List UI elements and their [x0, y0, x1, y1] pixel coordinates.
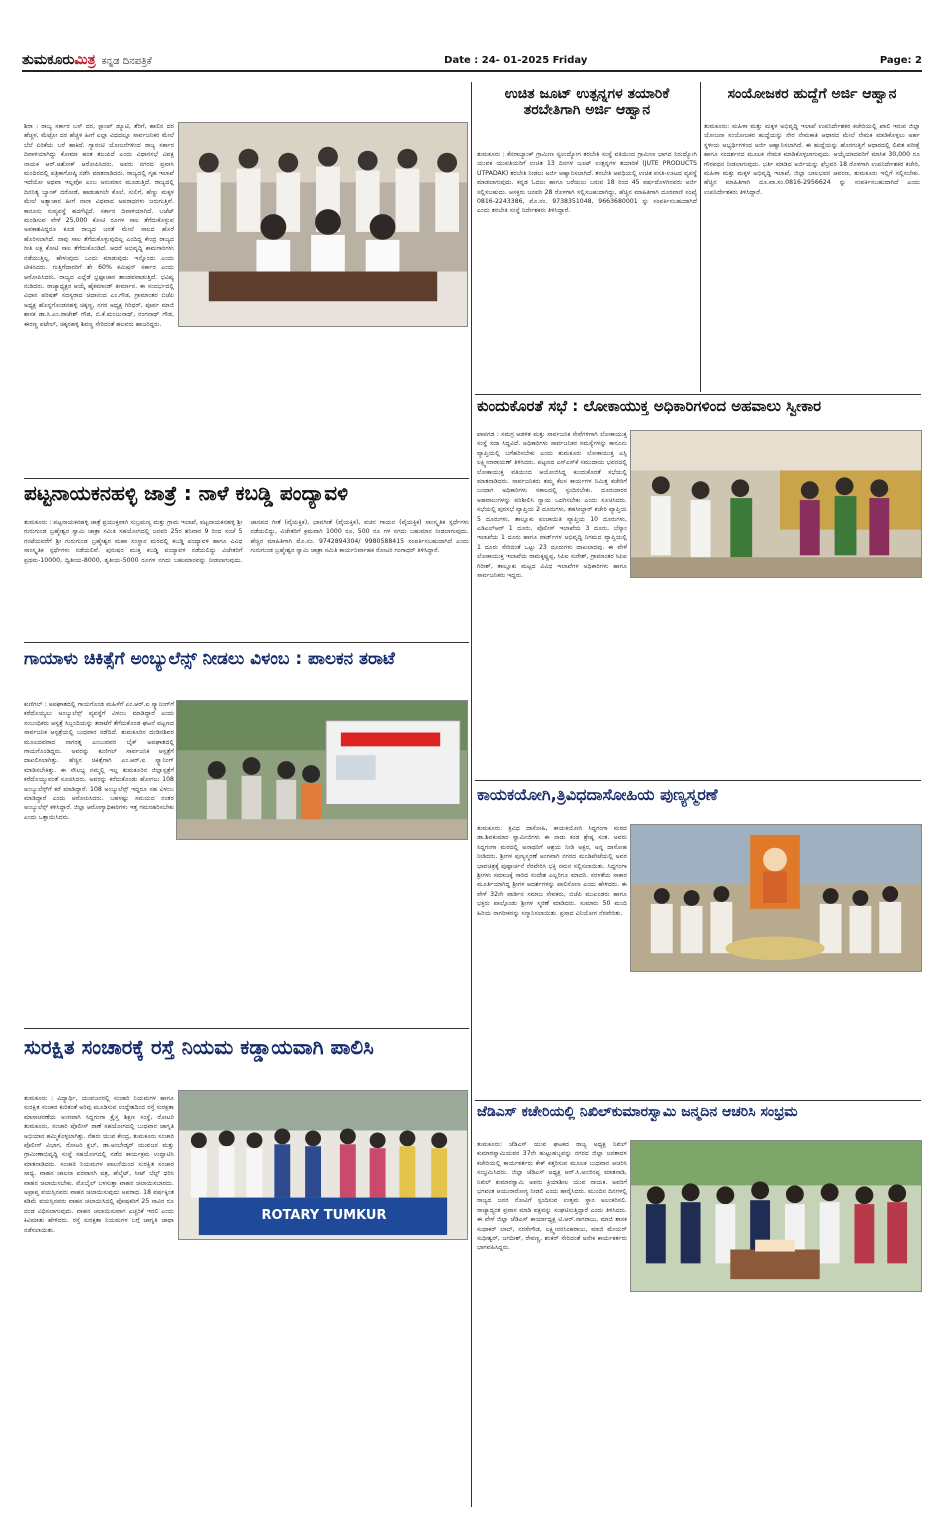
photo-lokayukta-illustration [631, 431, 921, 577]
body-congress-col1: ಶಿರಾ : ರಾಜ್ಯ ಸರ್ಕಾರ ಬಸ್ ದರ, ಸ್ಟಾಂಪ್ ಡ್ಯೂಟಿ, ತೆರಿಗೆ, ಹಾಲಿನ ದರ ಹೆಚ್ಚಳ, ಮೆಟ್ರೋ ದರ ಹೆಚ್ಚಳ ಹೀಗೆ ಎಲ್ಲಾ ವಿಧದಲ್ಲೂ ಸಾರ್ವಜನಿಕರ ಮೇಲೆ ಬೆಲೆ ಏರಿಕೆಯ ಬರೆ ಹಾಕಿದೆ. ಗ್ಯಾರಂಟಿ ಯೋಜನೆಗಳಿಂದ ರಾಜ್ಯ ಸರ್ಕಾರ ದಿವಾಳಿಯಾಗಿದ್ದು ಕೋಮಾ ಹಂತ ತಲುಪಿದೆ ಎಂದು ವಿಧಾನಸಭೆ ವಿಪಕ್ಷ ನಾಯಕ ಆರ್.ಅಶೋಕ್ ಆರೋಪಿಸಿದರು. ಅವರು ನಗರದ ಪ್ರವಾಸಿ ಮಂದಿರದಲ್ಲಿ ಪತ್ರಿಕಾಗೋಷ್ಠಿ ನಡೆಸಿ ಮಾತನಾಡಿದರು. ರಾಜ್ಯದಲ್ಲಿ ಗೃಹ ಇಲಾಖೆ ಇದೆಯೋ ಅಥವಾ ಇಲ್ಲವೋ ಎಂಬ ಅನುಮಾನ ಮೂಡುತ್ತಿದೆ. ರಾಜ್ಯದಲ್ಲಿ ದಿನನಿತ್ಯ ಬ್ಯಾಂಕ್ ದರೋಡೆ, ಹಾಡುಹಗಲೇ ಕೊಲೆ, ಸುಲಿಗೆ, ಹೆಣ್ಣು ಮಕ್ಕಳ ಮೇಲೆ ಅತ್ಯಾಚಾರ ಹೀಗೆ ನಾನಾ ವಿಧವಾದ ಅಪರಾಧಗಳು ಜರುಗುತ್ತಿವೆ. ಕಾನೂನು ಸುವ್ಯವಸ್ಥೆ ಹದಗೆಟ್ಟಿದೆ. ಸರ್ಕಾರ ದಿವಾಳಿಯಾಗಿದೆ. ಬಜೆಟ್ ಮಂಡಿಸುವ ವೇಳೆ 25,000 ಕೋಟಿ ರೂಗಳ ಸಾಲ ತೆಗೆದುಕೊಳ್ಳುವ ಅವಕಾಶವಿದ್ದರೂ ಕೂಡ ರಾಜ್ಯದ ಜನತೆ ಮೇಲೆ ಸಾಲದ ಹೊರೆ ಹೊರಿಸಲಾಗಿದೆ. ನಾವು ಸಾಲ ತೆಗೆದುಕೊಳ್ಳುವುದಿಲ್ಲ ಎಂದಿದ್ದ ಕೇಂದ್ರ ರಾಜ್ಯದ ರೀತಿ ಲಕ್ಷ ಕೋಟಿ ಸಾಲ ತೆಗೆದುಕೊಂಡಿದೆ. ಆದರೆ ಅಭಿವೃದ್ಧಿ ಕಾಮಗಾರಿಗಳು ನಡೆಯುತ್ತಿಲ್ಲ. ಹೇಳುವುದು ಒಂದು ಮಾಡುವುದು ಇನ್ನೊಂದು ಎಂದು ಟೀಕಿಸಿದರು. ಗುತ್ತಿಗೆದಾರರಿಗೆ ಶೇ 60% ಕಮಿಷನ್ ಸರ್ಕಾರ ಎಂದು ಆರೋಪಿಸಿದರು. ರಾಜ್ಯದ ಎಲ್ಲೆಡೆ ಭ್ರಷ್ಟಾಚಾರ ತಾಂಡವವಾಡುತ್ತಿದೆ. ಭವಿಷ್ಯ ನುಡಿದರು. ರಾಜ್ಯಾಧ್ಯಕ್ಷರ ಆಯ್ಕೆ ಹೈಕಮಾಂಡ್ ತೀರ್ಮಾನ. ಈ ಸಂದರ್ಭದಲ್ಲಿ ವಿಧಾನ ಪರಿಷತ್ ಸದಸ್ಯರಾದ ಚಿದಾನಂದ ಎಂ.ಗೌಡ, ಗ್ರಾಮಾಂತರ ಬಿಜೆಪಿ ಅಧ್ಯಕ್ಷ ಹೊನ್ನಗೊಂಡನಹಳ್ಳಿ ಚಿಕ್ಕಣ್ಣ, ನಗರ ಅಧ್ಯಕ್ಷ ಗಿರಿಧರ್, ಪೂರ್ವ ಮಾಜಿ ಶಾಸಕ ಡಾ.ಸಿ.ಎಂ.ರಾಜೇಶ್ ಗೌಡ, ಬಿ.ಕೆ.ಮಂಜುನಾಥ್, ರಂಗನಾಥ್ ಗೌಡ, ಈರಣ್ಣ ಪಟೇಲ್, ಚಿಕ್ಕನಹಳ್ಳಿ ಶಿವಣ್ಣ ಸೇರಿದಂತೆ ಹಲವರು ಹಾಜರಿದ್ದರು. [24, 123, 174, 328]
body-nikhil-col1: ತುಮಕೂರು: ಜೆಡಿಎಸ್ ಯುವ ಘಟಕದ ರಾಜ್ಯ ಅಧ್ಯಕ್ಷ ನಿಖಿಲ್ ಕುಮಾರಸ್ವಾಮಿಯವರ 37ನೇ ಹುಟ್ಟುಹಬ್ಬವನ್ನು ನಗರದ ಜಿಲ್ಲಾ ಜನತಾದಳ ಕಚೇರಿಯಲ್ಲಿ ಕಾರ್ಯಕರ್ತರು ಕೇಕ್ ಕತ್ತರಿಸುವ ಮೂಲಕ ಬುಧವಾರ ಆಚರಿಸಿ ಸಂಭ್ರಮಿಸಿದರು. ಜಿಲ್ಲಾ ಜೆಡಿಎಸ್ ಅಧ್ಯಕ್ಷ ಆರ್.ಸಿ.ಅಂಜಿನಪ್ಪ ಮಾತನಾಡಿ, ನಿಖಿಲ್ ಕುಮಾರಸ್ವಾಮಿ ಅವರು ಕ್ರಿಯಾಶೀಲ ಯುವ ನಾಯಕ. ಅವರಿಗೆ ಭಗವಂತ ಆಯುರಾರೋಗ್ಯ ನೀಡಲಿ ಎಂದು ಹಾರೈಸಿದರು. ಮುಂದಿನ ದಿನಗಳಲ್ಲಿ ರಾಜ್ಯದ ಜನರ ನೋವಿಗೆ ಸ್ಪಂದಿಸುವ ಉತ್ತಮ ಸ್ಥಾನ ಅಲಂಕರಿಸಲಿ. ರಾಜ್ಯಾದ್ಯಂತ ಪ್ರವಾಸ ಮಾಡಿ ಪಕ್ಷವನ್ನು ಸಂಘಟಿಸುತ್ತಿದ್ದಾರೆ ಎಂದು ತಿಳಿಸಿದರು. ಈ ವೇಳೆ ಜಿಲ್ಲಾ ಜೆಡಿಎಸ್ ಕಾರ್ಯಾಧ್ಯಕ್ಷ ಟಿ.ಆರ್.ನಾಗರಾಜು, ಮಾಜಿ ಶಾಸಕ ಸುಧಾಕರ್ ಲಾಲ್, ನರಸೇಗೌಡ, ಲಕ್ಷ್ಮೀನರಸಿಂಹರಾಜು, ಮಾಜಿ ಮೇಯರ್ ಸುಧೀಶ್ವರ್, ಜಗದೀಶ್, ರೇವಣ್ಣ, ಶಂಕರ್ ಸೇರಿದಂತೆ ಅನೇಕ ಕಾರ್ಯಕರ್ತರು ಭಾಗವಹಿಸಿದ್ದರು. [477, 1141, 627, 1252]
article-divider [475, 1100, 921, 1101]
body-kabaddi: ತುಮಕೂರು : ಪಟ್ಟನಾಯಕನಹಳ್ಳಿ ಜಾತ್ರೆ ಪ್ರಯುಕ್ತವಾಗಿ ಸುಬ್ರಮಣ್ಯ ಮತ್ತು ಗ್ರಾಮ ಇಲಾಖೆ, ಪಟ್ಟನಾಯಕನಹಳ್ಳಿ ಶ್ರೀ ಗುರುಗುಂಡ ಬ್ರಹ್ಮೇಶ್ವರ ಸ್ವಾಮಿ ಜಾತ್ರಾ ಸಮಿತಿ ಸಹಯೋಗದಲ್ಲಿ ಜನವರಿ 25ರ ಶನಿವಾರ 9 ರಿಂದ ಸಂಜೆ 5 ಗಂಟೆಯವರೆಗೆ ಶ್ರೀ ಗುರುಗುಂಡ ಬ್ರಹ್ಮೇಶ್ವರ ಮಹಾ ಸಂಸ್ಥಾನ ಮಠದಲ್ಲಿ ಕಬಡ್ಡಿ ಪಂದ್ಯಾವಳಿ ಹಾಗೂ ವಿವಿಧ ಸಾಂಸ್ಕೃತಿಕ ಸ್ಪರ್ಧೆಗಳು ನಡೆಯಲಿವೆ. ಪುರುಷರ ಮುಕ್ತ ಕಬಡ್ಡಿ ಪಂದ್ಯಾವಳಿ ನಡೆಯಲಿದ್ದು ವಿಜೇತರಿಗೆ ಪ್ರಥಮ-10000, ದ್ವಿತೀಯ-8000, ತೃತೀಯ-5000 ರೂಗಳ ನಗದು ಬಹುಮಾನವನ್ನು ನೀಡಲಾಗುವುದು. ಜಾನಪದ ಗೀತೆ (ವೈಯಕ್ತಿಕ), ಭಾವಗೀತೆ (ವೈಯಕ್ತಿಕ), ವಚನ ಗಾಯನ (ವೈಯಕ್ತಿಕ) ಸಾಂಸ್ಕೃತಿಕ ಸ್ಪರ್ಧೆಗಳು ನಡೆಯಲಿದ್ದು, ವಿಜೇತರಿಗೆ ಕ್ರಮವಾಗಿ 1000 ರೂ, 500 ರೂ ಗಳ ನಗದು ಬಹುಮಾನ ನೀಡಲಾಗುವುದು. ಹೆಚ್ಚಿನ ಮಾಹಿತಿಗಾಗಿ ಮೊ.ನಂ. 9742894304/ 9980588415 ಸಂಪರ್ಕಿಸಬಹುದಾಗಿದೆ ಎಂದು ಗುರುಗುಂಡ ಬ್ರಹ್ಮೇಶ್ವರ ಸ್ವಾಮಿ ಜಾತ್ರಾ ಸಮಿತಿ ಕಾರ್ಯನಿರ್ವಾಹಕ ರೋಟರಿ ಗಂಗಾಧರ್ ತಿಳಿಸಿದ್ದಾರೆ. [24, 519, 469, 564]
article-divider [475, 780, 921, 781]
brand-name-red: ಮಿತ್ರ [74, 52, 96, 68]
page-number: Page: 2 [879, 54, 922, 66]
photo-congress-illustration [179, 123, 467, 326]
headline-nikhil: ಜೆಡಿಎಸ್ ಕಚೇರಿಯಲ್ಲಿ ನಿಖಿಲ್‌ಕುಮಾರಸ್ವಾಮಿ ಜನ್ಮದಿನ ಆಚರಿಸಿ ಸಂಭ್ರಮ [477, 1104, 798, 1120]
body-kayaka-col1: ತುಮಕೂರು: ತ್ರಿವಿಧ ದಾಸೋಹಿ, ಕಾಯಕಯೋಗಿ ಸಿದ್ಧಗಂಗಾ ಮಠದ ಡಾ.ಶಿವಕುಮಾರ ಸ್ವಾಮೀಜಿಗಳು ಈ ನಾಡು ಕಂಡ ಶ್ರೇಷ್ಠ ಸಂತ. ಅವರು ಸಿದ್ದಗಂಗಾ ಮಠದಲ್ಲಿ ಅನಾಥರಿಗೆ ಆಶ್ರಯ ನೀಡಿ ಅಕ್ಷರ, ಅನ್ನ ದಾಸೋಹ ನೀಡಿದರು. ಶ್ರೀಗಳ ಪುಣ್ಯಸ್ಮರಣೆ ಅಂಗವಾಗಿ ನಗರದ ಮಂಡಿಪೇಟೆಯಲ್ಲಿ ಅವರ ಭಾವಚಿತ್ರಕ್ಕೆ ಪುಷ್ಪಾರ್ಚನೆ ನೆರವೇರಿಸಿ ಭಕ್ತಿ ನಮನ ಸಲ್ಲಿಸಲಾಯಿತು. ಸಿದ್ದಗಂಗಾ ಶ್ರೀಗಳು ಸಮಾಜಕ್ಕೆ ಸಾರಿದ ಸಂದೇಶ ಎಲ್ಲರಿಗೂ ಮಾದರಿ. ಸರಳತೆಯ ಸಾಕಾರ ಮೂರ್ತಿಯಾಗಿದ್ದ ಶ್ರೀಗಳ ಆದರ್ಶಗಳನ್ನು ಪಾಲಿಸೋಣ ಎಂದು ಹೇಳಿದರು. ಈ ವೇಳೆ 32ನೇ ವಾರ್ಡಿನ ಸಮಾಜ ಸೇವಕರು, ಬಿಜೆಪಿ ಮುಖಂಡರು ಹಾಗೂ ಭಕ್ತರು ಪಾಲ್ಗೊಂಡು ಶ್ರೀಗಳ ಸ್ಮರಣೆ ಮಾಡಿದರು. ಸುಮಾರು 50 ಮಂದಿ ಹಿರಿಯ ನಾಗರೀಕರನ್ನು ಸನ್ಮಾನಿಸಲಾಯಿತು. ಪ್ರಸಾದ ವಿನಿಯೋಗ ನೆರವೇರಿತು. [477, 825, 627, 917]
masthead [22, 50, 922, 72]
photo-ambulance [176, 700, 468, 840]
body-congress-col3 [326, 330, 468, 476]
photo-traffic-rotary [178, 1090, 468, 1240]
body-nikhil-col2 [630, 1298, 775, 1504]
body-jute: ತುಮಕೂರು : ಕೆನರಾಬ್ಯಾಂಕ್ ಗ್ರಾಮೀಣ ಸ್ವಉದ್ಯೋಗ ತರಬೇತಿ ಸಂಸ್ಥೆ ವತಿಯಿಂದ ಗ್ರಾಮೀಣ ಭಾಗದ ನಿರುದ್ಯೋಗಿ ಯುವಕ ಯುವತಿಯರಿಗೆ ಉಚಿತ 13 ದಿನಗಳ ಜೂಟ್ ಉತ್ಪನ್ನಗಳ ತಯಾರಿಕೆ (JUTE PRODUCTS UTPADAK) ತರಬೇತಿ ನೀಡಲು ಅರ್ಜಿ ಆಹ್ವಾನಿಸಲಾಗಿದೆ. ತರಬೇತಿ ಅವಧಿಯಲ್ಲಿ ಉಚಿತ ವಸತಿ-ಊಟದ ವ್ಯವಸ್ಥೆ ಮಾಡಲಾಗುವುದು. ಕನ್ನಡ ಓದಲು ಹಾಗೂ ಬರೆಯಲು ಬರುವ 18 ರಿಂದ 45 ವರ್ಷದೊಳಗಿನವರು ಅರ್ಜಿ ಸಲ್ಲಿಸಬಹುದು. ಆಸಕ್ತರು ಜನವರಿ 28 ರೊಳಗಾಗಿ ಸಲ್ಲಿಸಬಹುದಾಗಿದ್ದು, ಹೆಚ್ಚಿನ ಮಾಹಿತಿಗಾಗಿ ದೂರವಾಣಿ ಸಂಖ್ಯೆ 0816-2243386, ಮೊ.ನಂ. 9738351048, 9663680001 ನ್ನು ಸಂಪರ್ಕಿಸಬಹುದಾಗಿದೆ ಎಂದು ತರಬೇತಿ ಸಂಸ್ಥೆ ನಿರ್ದೇಶಕರು ತಿಳಿಸಿದ್ದಾರೆ. [477, 151, 697, 215]
headline-kabaddi: ಪಟ್ಟನಾಯಕನಹಳ್ಳಿ ಜಾತ್ರೆ : ನಾಳೆ ಕಬಡ್ಡಿ ಪಂದ್ಯಾವಳಿ [24, 482, 349, 505]
body-lokayukta-col1: ಪಾವಗಡ : ಸಮಗ್ರ ಆಡಳಿತ ಮತ್ತು ಸಾರ್ವಜನಿಕ ಸೇವೆಗಳಿಗಾಗಿ ಲೋಕಾಯುಕ್ತ ಸಂಸ್ಥೆ ಸದಾ ಸಿದ್ಧವಿದೆ. ಅಧಿಕಾರಿಗಳು ಸಾರ್ವಜನಿಕರ ಸಮಸ್ಯೆಗಳನ್ನು ಕಾನೂನು ವ್ಯಾಪ್ತಿಯಲ್ಲಿ ಬಗೆಹರಿಸಬೇಕು ಎಂದು ತುಮಕೂರು ಲೋಕಾಯುಕ್ತ ಎಸ್ಪಿ ಲಕ್ಷ್ಮೀನಾರಾಯಣ್ ತಿಳಿಸಿದರು. ಪಟ್ಟಣದ ಎಸ್‌ಎಸ್‌ಕೆ ಸಮುದಾಯ ಭವನದಲ್ಲಿ ಲೋಕಾಯುಕ್ತ ವತಿಯಿಂದ ಆಯೋಜಿಸಿದ್ದ ಕುಂದುಕೊರತೆ ಸಭೆಯಲ್ಲಿ ಮಾತನಾಡಿದರು. ಸಾರ್ವಜನಿಕರು ತಮ್ಮ ಕೆಲಸ ಕಾರ್ಯಗಳ ನಿಮಿತ್ತ ಕಚೇರಿಗೆ ಬಂದಾಗ ಅಧಿಕಾರಿಗಳು ಸಕಾಲದಲ್ಲಿ ಸ್ಪಂದಿಸಬೇಕು. ದೂರುದಾರರ ಅಹವಾಲುಗಳನ್ನು ಪರಿಶೀಲಿಸಿ ನ್ಯಾಯ ಒದಗಿಸಬೇಕು ಎಂದು ಸೂಚಿಸಿದರು. ಸಭೆಯಲ್ಲಿ ಪುರಸಭೆ ವ್ಯಾಪ್ತಿಯ 2 ದೂರುಗಳು, ತಹಸೀಲ್ದಾರ್ ಕಚೇರಿ ವ್ಯಾಪ್ತಿಯ 5 ದೂರುಗಳು, ತಾಲ್ಲೂಕು ಪಂಚಾಯಿತಿ ವ್ಯಾಪ್ತಿಯ 10 ದೂರುಗಳು, ಎಡಿಎಲ್‌ಆರ್ 1 ದೂರು, ಪೊಲೀಸ್ ಇಲಾಖೆಯ 3 ದೂರು, ಬೆಸ್ಕಾಂ ಇಲಾಖೆಯ 1 ದೂರು ಹಾಗೂ ವಾರ್ಡ್‌ಗಳ ಅಭಿವೃದ್ಧಿ ನಿಗಮದ ವ್ಯಾಪ್ತಿಯಲ್ಲಿ 1 ದೂರು ಸೇರಿದಂತೆ ಒಟ್ಟು 23 ದೂರುಗಳು ದಾಖಲಾದವು. ಈ ವೇಳೆ ಲೋಕಾಯುಕ್ತ ಇಲಾಖೆಯ ರಾಮಕೃಷ್ಣಪ್ಪ, ಸಿಪಿಐ ಸುರೇಶ್, ಗ್ರಾಮಾಂತರ ಸಿಪಿಐ ಗಿರೀಶ್, ತಾಲ್ಲೂಕು ಮಟ್ಟದ ವಿವಿಧ ಇಲಾಖೆಗಳ ಅಧಿಕಾರಿಗಳು ಹಾಗೂ ಸಾರ್ವಜನಿಕರು ಇದ್ದರು. [477, 431, 627, 580]
photo-ambulance-illustration [177, 701, 467, 839]
column-divider [471, 82, 472, 1507]
rotary-banner-text: ROTARY TUMKUR [261, 1208, 387, 1223]
body-traffic-col3 [326, 1246, 468, 1504]
article-divider [24, 642, 469, 643]
headline-jute: ಉಚಿತ ಜೂಟ್ ಉತ್ಪನ್ನಗಳ ತಯಾರಿಕೆ ತರಬೇತಿಗಾಗಿ ಅರ್ಜಿ ಆಹ್ವಾನ [504, 86, 670, 119]
newspaper-brand [22, 52, 152, 68]
body-lokayukta-col2 [630, 584, 775, 775]
issue-date: Date : 24- 01-2025 Friday [444, 54, 588, 66]
photo-nikhil-illustration [631, 1141, 921, 1291]
body-traffic-col2 [178, 1246, 323, 1504]
article-divider [475, 394, 921, 395]
headline-ambulance: ಗಾಯಾಳು ಚಿಕಿತ್ಸೆಗೆ ಅಂಬ್ಯುಲೆನ್ಸ್ ನೀಡಲು ವಿಳಂಬ : ಪಾಲಕನ ತರಾಟೆ [24, 650, 395, 669]
body-ambulance-col1: ಕುಣಿಗಲ್ : ಅಪಘಾತದಲ್ಲಿ ಗಾಯಗೊಂಡ ಮಹಿಳೆಗೆ ಎಂ.ಆರ್.ಐ ಸ್ಕ್ಯಾನಿಂಗ್‌ಗೆ ಕರೆದೊಯ್ಯಲು ಅಂಬ್ಯುಲೆನ್ಸ್ ವ್ಯವಸ್ಥೆಗೆ ವಿಳಂಬ ಮಾಡಿದ್ದಾರೆ ಎಂದು ಸಂಬಂಧಿಕರು ಆಸ್ಪತ್ರೆ ಸಿಬ್ಬಂದಿಯನ್ನು ತರಾಟೆಗೆ ತೆಗೆದುಕೊಂಡ ಘಟನೆ ಪಟ್ಟಣದ ಸಾರ್ವಜನಿಕ ಆಸ್ಪತ್ರೆಯಲ್ಲಿ ಬುಧವಾರ ನಡೆದಿದೆ. ತುಮಕೂರಿನ ದಂಡಿನಶಿವರ ಮೂಲದವರಾದ ನಾಗರತ್ನ ಎಂಬುವವರ ಬೈಕ್ ಅಪಘಾತದಲ್ಲಿ ಗಾಯಗೊಂಡಿದ್ದರು. ಅವರನ್ನು ಕುಣಿಗಲ್ ಸಾರ್ವಜನಿಕ ಆಸ್ಪತ್ರೆಗೆ ದಾಖಲಿಸಲಾಗಿತ್ತು. ಹೆಚ್ಚಿನ ಚಿಕಿತ್ಸೆಗಾಗಿ ಎಂ.ಆರ್.ಐ ಸ್ಕ್ಯಾನಿಂಗ್ ಮಾಡಿಸಬೇಕಿತ್ತು. ಈ ಸೌಲಭ್ಯ ನಮ್ಮಲ್ಲಿ ಇಲ್ಲ ತುಮಕೂರಿನ ಜಿಲ್ಲಾಸ್ಪತ್ರೆಗೆ ಕರೆದೊಯ್ಯುವಂತೆ ಸೂಚಿಸಿದರು. ಅವರನ್ನು ಕರೆದುಕೊಂಡು ಹೋಗಲು 108 ಅಂಬ್ಯುಲೆನ್ಸ್‌ಗೆ ಕರೆ ಮಾಡಿದ್ದಾರೆ. 108 ಅಂಬ್ಯುಲೆನ್ಸ್ ಇದ್ದರೂ ಸಹ ವಿಳಂಬ ಮಾಡಿದ್ದಾರೆ ಎಂದು ಆರೋಪಿಸಿದರು. ಬಹಳಷ್ಟು ಸಮಯದ ನಂತರ ಅಂಬ್ಯುಲೆನ್ಸ್ ಕಳಿಸಿದ್ದಾರೆ. ಜಿಲ್ಲಾ ಆರೋಗ್ಯಾಧಿಕಾರಿಗಳು ಇತ್ತ ಗಮನಹರಿಸಬೇಕು ಎಂದು ಒತ್ತಾಯಿಸಿದರು. [24, 701, 174, 821]
headline-coordinator: ಸಂಯೋಜಕರ ಹುದ್ದೆಗೆ ಅರ್ಜಿ ಆಹ್ವಾನ [727, 86, 897, 102]
article-divider [24, 1028, 469, 1029]
headline-traffic: ಸುರಕ್ಷಿತ ಸಂಚಾರಕ್ಕೆ ರಸ್ತೆ ನಿಯಮ ಕಡ್ಡಾಯವಾಗಿ ಪಾಲಿಸಿ [24, 1036, 374, 1059]
body-ambulance-col3 [324, 846, 468, 1021]
photo-congress-press-meet [178, 122, 468, 327]
headline-lokayukta: ಕುಂದುಕೊರತೆ ಸಭೆ : ಲೋಕಾಯುಕ್ತ ಅಧಿಕಾರಿಗಳಿಂದ ಅಹವಾಲು ಸ್ವೀಕಾರ [477, 398, 822, 415]
column-divider [700, 82, 701, 392]
body-congress-col2 [178, 330, 323, 476]
article-divider [24, 478, 469, 479]
body-coordinator: ತುಮಕೂರು: ಮಹಿಳಾ ಮತ್ತು ಮಕ್ಕಳ ಅಭಿವೃದ್ಧಿ ಇಲಾಖೆ ಉಪನಿರ್ದೇಶಕರ ಕಚೇರಿಯಲ್ಲಿ ಖಾಲಿ ಇರುವ ಜಿಲ್ಲಾ ಯೋಜನಾ ಸಂಯೋಜಕರ ಹುದ್ದೆಯನ್ನು ನೇರ ನೇಮಕಾತಿ ಆಧಾರದ ಮೇಲೆ ನೇಮಕ ಮಾಡಿಕೊಳ್ಳಲು ಅರ್ಹ ಸ್ಥಳೀಯ ಅಭ್ಯರ್ಥಿಗಳಿಂದ ಅರ್ಜಿ ಆಹ್ವಾನಿಸಲಾಗಿದೆ. ಈ ಹುದ್ದೆಯನ್ನು ಹೊರಗುತ್ತಿಗೆ ಆಧಾರದಲ್ಲಿ ಲಿಖಿತ ಪರೀಕ್ಷೆ ಹಾಗೂ ಸಂದರ್ಶನದ ಮೂಲಕ ನೇಮಕ ಮಾಡಿಕೊಳ್ಳಲಾಗುವುದು. ಆಯ್ಕೆಯಾದವರಿಗೆ ಮಾಸಿಕ 30,000 ರೂ ಗೌರವಧನ ನೀಡಲಾಗುವುದು. ಭರ್ತಿ ಮಾಡಿದ ಅರ್ಜಿಯನ್ನು ಫೆಬ್ರವರಿ 18 ರೊಳಗಾಗಿ ಉಪನಿರ್ದೇಶಕರ ಕಚೇರಿ, ಮಹಿಳಾ ಮತ್ತು ಮಕ್ಕಳ ಅಭಿವೃದ್ಧಿ ಇಲಾಖೆ, ಜಿಲ್ಲಾ ಬಾಲಭವನ ಆವರಣ, ತುಮಕೂರು ಇಲ್ಲಿಗೆ ಸಲ್ಲಿಸಬೇಕು. ಹೆಚ್ಚಿನ ಮಾಹಿತಿಗಾಗಿ ದೂ.ವಾ.ಸಂ.0816-2956624 ನ್ನು ಸಂಪರ್ಕಿಸಬಹುದಾಗಿದೆ ಎಂದು ಉಪನಿರ್ದೇಶಕರು ತಿಳಿಸಿದ್ದಾರೆ. [704, 123, 920, 196]
body-lokayukta-col3 [778, 584, 922, 775]
brand-tagline: ಕನ್ನಡ ದಿನಪತ್ರಿಕೆ [101, 56, 152, 67]
photo-lokayukta-meeting [630, 430, 922, 578]
photo-nikhil-birthday [630, 1140, 922, 1292]
photo-kayaka-illustration [631, 825, 921, 971]
body-ambulance-col2 [176, 846, 321, 1021]
headline-kayaka: ಕಾಯಕಯೋಗಿ,ತ್ರಿವಿಧದಾಸೋಹಿಯ ಪುಣ್ಯಸ್ಮರಣೆ [477, 786, 718, 804]
photo-kayaka-tribute [630, 824, 922, 972]
body-nikhil-col3 [778, 1298, 922, 1504]
body-traffic-col1: ತುಮಕೂರು : ವಿದ್ಯಾರ್ಥಿ, ಯುವಜನರಲ್ಲಿ ಸಂಚಾರಿ ನಿಯಮಗಳ ಹಾಗೂ ಸುರಕ್ಷಿತ ಸಂಚಾರ ಕುರಿತಂತೆ ಅರಿವು ಮೂಡಿಸುವ ಉದ್ದೇಶದಿಂದ ರಸ್ತೆ ಸುರಕ್ಷತಾ ಮಾಸಾಚರಣೆಯ ಅಂಗವಾಗಿ ಸಿದ್ದಗಂಗಾ ಕ್ರೈಸ್ತ ಶಿಕ್ಷಣ ಸಂಸ್ಥೆ, ರೋಟರಿ ತುಮಕೂರು, ಸಂಚಾರಿ ಪೊಲೀಸ್ ಠಾಣೆ ಸಹಯೋಗದಲ್ಲಿ ಬುಧವಾರ ಜಾಗೃತಿ ಅಭಿಯಾನ ಹಮ್ಮಿಕೊಳ್ಳಲಾಗಿತ್ತು. ನೆಹರು ಯುವ ಕೇಂದ್ರ, ತುಮಕೂರು ಸಂಚಾರಿ ಪೊಲೀಸ್ ವಿಭಾಗ, ರೋಟರಿ ಕ್ಲಬ್, ಡಾ.ಅಂಬೇಡ್ಕರ್ ಯುವಜನ ಮತ್ತು ಗ್ರಾಮೀಣಾಭಿವೃದ್ಧಿ ಸಂಸ್ಥೆ ಸಹಯೋಗದಲ್ಲಿ ನಡೆದ ಕಾರ್ಯಕ್ರಮ ಉದ್ಘಾಟಿಸಿ ಮಾತನಾಡಿದರು. ಸಂಚಾರಿ ನಿಯಮಗಳ ಪಾಲನೆಯಿಂದ ಸುರಕ್ಷಿತ ಸಂಚಾರ ಸಾಧ್ಯ. ವಾಹನ ಚಾಲನಾ ಪರವಾನಗಿ ಪತ್ರ, ಹೆಲ್ಮೆಟ್, ಸೀಟ್ ಬೆಲ್ಟ್ ಧರಿಸಿ ವಾಹನ ಚಲಾಯಿಸಬೇಕು. ಮೊಬೈಲ್ ಬಳಸುತ್ತಾ ವಾಹನ ಚಲಾಯಿಸಬಾರದು. ಅಪ್ರಾಪ್ತ ವಯಸ್ಸಿನವರು ವಾಹನ ಚಲಾಯಿಸುವುದು ಅಪರಾಧ. 18 ವರ್ಷಕ್ಕಿಂತ ಕಡಿಮೆ ವಯಸ್ಸಿನವರು ವಾಹನ ಚಲಾಯಿಸಿದಲ್ಲಿ ಪೋಷಕರಿಗೆ 25 ಸಾವಿರ ರೂ ದಂಡ ವಿಧಿಸಲಾಗುವುದು. ವಾಹನ ಚಲಾಯಿಸುವಾಗ ಎಚ್ಚರಿಕೆ ಇರಲಿ ಎಂದು ಕಿವಿಮಾತು ಹೇಳಿದರು. ರಸ್ತೆ ಸುರಕ್ಷತಾ ನಿಯಮಗಳ ಬಗ್ಗೆ ಜಾಗೃತಿ ಜಾಥಾ ನಡೆಸಲಾಯಿತು. [24, 1095, 174, 1234]
brand-name-black: ತುಮಕೂರು [22, 52, 75, 68]
